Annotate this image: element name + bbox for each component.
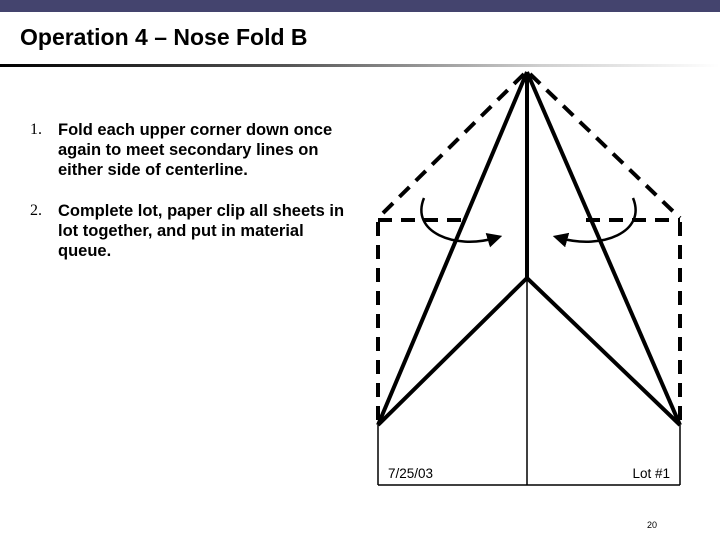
step-text: Complete lot, paper clip all sheets in lot together, and put in material queue.	[58, 202, 345, 260]
step-number: 1.	[30, 121, 42, 138]
slide-title: Operation 4 – Nose Fold B	[20, 24, 308, 50]
step-number: 2.	[30, 202, 42, 219]
page-number: 20	[646, 520, 658, 530]
solid-fold-lines	[378, 72, 680, 425]
step-text: Fold each upper corner down once again to meet secondary lines on either side of centerline.	[58, 121, 333, 179]
diagram-lot-label: Lot #1	[632, 466, 670, 481]
diagram-date-label: 7/25/03	[388, 466, 434, 481]
